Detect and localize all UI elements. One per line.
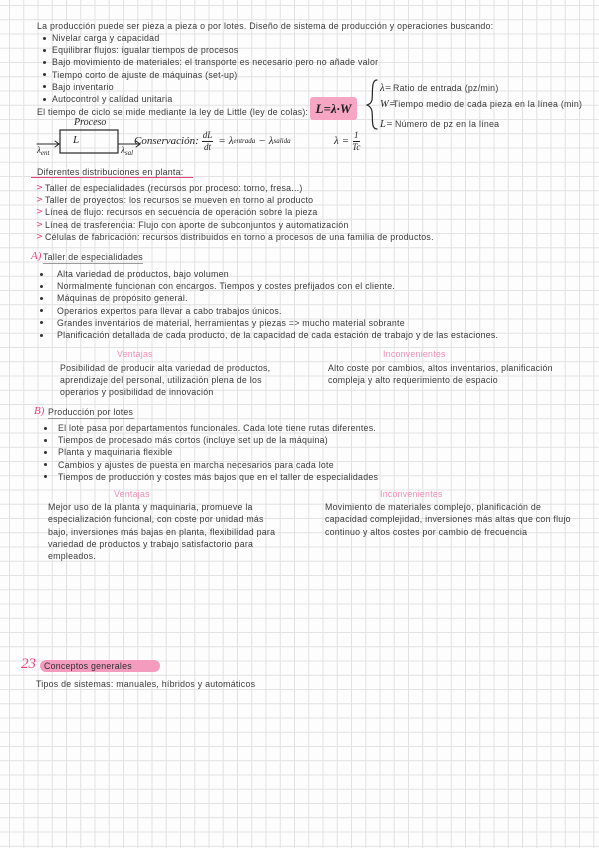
definition-symbol: λ= xyxy=(380,82,392,94)
list-item-text: Taller de especialidades (recursos por proceso: torno, fresa...) xyxy=(45,183,303,193)
list-item xyxy=(41,471,378,483)
derivative-fraction xyxy=(202,131,214,152)
layouts-heading: Diferentes distribuciones en planta: xyxy=(37,167,184,177)
list-item-text: Taller de proyectos: los recursos se mueven en torno al producto xyxy=(45,195,314,206)
list-item xyxy=(37,56,378,68)
list-item xyxy=(37,44,378,56)
list-item-text: Cambios y ajustes de puesta en marcha necesarios para cada lote xyxy=(58,459,334,470)
bullet-dot xyxy=(43,73,46,76)
definition-row xyxy=(380,97,582,111)
bullet-dot xyxy=(43,37,46,40)
list-marker: > xyxy=(36,219,44,230)
list-item xyxy=(36,219,434,231)
list-item xyxy=(41,422,378,434)
section-b-cons-title: Inconvenientes xyxy=(380,489,443,499)
section-b-label: B) xyxy=(34,405,45,417)
throughput-equation xyxy=(334,131,362,151)
intro-bullet-list xyxy=(37,32,378,105)
bullet-dot xyxy=(43,61,46,64)
list-item-text: Equilibrar flujos: igualar tiempos de procesos xyxy=(52,45,239,56)
bullet-dot xyxy=(44,451,47,454)
section-a-title: Taller de especialidades xyxy=(43,252,143,262)
list-item xyxy=(41,459,378,471)
output-rate-label xyxy=(121,145,133,159)
bullet-dot xyxy=(40,285,43,288)
list-item-text: Tiempos de procesado más cortos (incluye set up de la máquina) xyxy=(58,435,328,446)
bullet-dot xyxy=(44,463,47,466)
list-item-text: Alta variedad de productos, bajo volumen xyxy=(57,269,229,279)
definition-row xyxy=(380,117,499,131)
throughput-symbol: λ xyxy=(334,135,339,147)
process-box xyxy=(60,130,118,153)
process-label: Proceso xyxy=(74,117,107,128)
list-item xyxy=(37,329,498,341)
bullet-dot xyxy=(43,85,46,88)
input-rate-symbol: λ xyxy=(37,145,41,155)
list-item-text: El lote pasa por departamentos funcionales. Cada lote tiene rutas diferentes. xyxy=(58,423,377,433)
definition-symbol: W= xyxy=(380,98,396,110)
list-item-text: Operarios expertos para llevar a cabo trabajos únicos. xyxy=(57,305,282,316)
bullet-dot xyxy=(40,273,43,276)
conservation-label: Conservación: xyxy=(134,135,199,147)
list-item xyxy=(41,434,378,446)
equals-sign: = xyxy=(341,135,350,147)
section-a-bullet-list xyxy=(37,268,498,341)
little-law-text: El tiempo de ciclo se mide mediante la ley de Little (ley de colas): xyxy=(37,107,309,117)
section-a-cons-text: Alto coste por cambios, altos inventarios, planificación compleja y alto requerimiento de espacio xyxy=(328,363,553,386)
bullet-dot xyxy=(43,98,46,101)
list-item-text: Tiempos de producción y costes más bajos que en el taller de especialidades xyxy=(58,471,379,482)
bullet-dot xyxy=(40,297,43,300)
definition-text: Número de pz en la línea xyxy=(395,119,500,129)
input-rate-subscript: entrada xyxy=(233,137,256,145)
section-23-text: Tipos de sistemas: manuales, híbridos y automáticos xyxy=(36,679,256,689)
section-b-pros-text: Mejor uso de la planta y maquinaria, promueve la especialización funcional, con coste por unidad más bajo, inversiones más bajas en planta, flexibilidad para variedad de productos y trabajo satisfactorio para empleados. xyxy=(48,502,276,562)
list-item xyxy=(36,194,434,206)
list-item xyxy=(37,305,498,317)
throughput-fraction xyxy=(352,131,360,152)
output-rate-symbol: λ xyxy=(268,135,274,147)
list-item-text: Células de fabricación: recursos distribuidos en torno a procesos de una familia de productos. xyxy=(45,231,434,242)
section-title-highlight: Conceptos generales xyxy=(40,660,160,672)
list-item xyxy=(36,182,434,194)
list-item-text: Línea de trasferencia: Flujo con aporte de subconjuntos y automatización xyxy=(45,219,349,230)
little-law-formula: L=λ·W xyxy=(310,97,357,120)
list-item xyxy=(37,280,498,292)
input-rate-subscript: ent xyxy=(40,149,50,157)
list-item xyxy=(36,231,434,243)
bullet-dot xyxy=(40,321,43,324)
derivative-denominator: dt xyxy=(204,141,212,152)
throughput-denominator: Tc xyxy=(352,141,361,152)
input-rate-label xyxy=(37,145,49,159)
section-a-cons-title: Inconvenientes xyxy=(383,349,446,359)
list-item-text: Autocontrol y calidad unitaria xyxy=(52,93,173,104)
definition-row xyxy=(380,81,499,95)
list-item-text: Planificación detallada de cada producto, de la capacidad de cada estación de trabajo y de las estaciones. xyxy=(57,329,499,340)
list-item xyxy=(37,69,378,81)
layouts-list xyxy=(36,182,434,243)
throughput-numerator: 1 xyxy=(354,129,359,140)
bullet-dot xyxy=(44,427,47,430)
section-b-title: Producción por lotes xyxy=(48,407,134,417)
list-item xyxy=(41,446,378,458)
list-item-text: Máquinas de propósito general. xyxy=(57,293,188,304)
output-rate-subscript: salida xyxy=(273,137,291,145)
section-b-cons-text: Movimiento de materiales complejo, planificación de capacidad complejidad, inversiones más altas que con flujo continuo y altos costes por cambio de frecuencia xyxy=(325,502,571,537)
equals-sign: = xyxy=(218,135,226,147)
bullet-dot xyxy=(40,309,43,312)
list-marker: > xyxy=(36,231,44,242)
list-marker: > xyxy=(36,195,44,206)
minus-sign: − xyxy=(258,135,266,147)
list-item-text: Línea de flujo: recursos en secuencia de operación sobre la pieza xyxy=(45,207,318,218)
bullet-dot xyxy=(44,475,47,478)
list-item-text: Tiempo corto de ajuste de máquinas (set-up) xyxy=(52,69,238,80)
list-item xyxy=(37,317,498,329)
definition-symbol: L= xyxy=(380,118,393,130)
definition-text: Ratio de entrada (pz/min) xyxy=(393,83,499,93)
section-a-label: A) xyxy=(31,250,42,262)
list-item xyxy=(37,268,498,280)
list-item-text: Normalmente funcionan con encargos. Tiempos y costes prefijados con el cliente. xyxy=(57,281,396,292)
list-item-text: Grandes inventarios de material, herramientas y piezas => mucho material sobrante xyxy=(57,317,405,328)
list-item xyxy=(37,32,378,44)
intro-text: La producción puede ser pieza a pieza o por lotes. Diseño de sistema de producción y operaciones buscando: xyxy=(37,21,494,31)
section-b-bullet-list xyxy=(41,422,378,483)
list-marker: > xyxy=(36,183,44,193)
bullet-dot xyxy=(40,334,43,337)
conservation-equation xyxy=(134,131,291,151)
list-item-text: Nivelar carga y capacidad xyxy=(52,33,160,43)
list-item xyxy=(36,206,434,218)
list-item xyxy=(37,81,378,93)
list-marker: > xyxy=(36,207,44,218)
section-number: 23 xyxy=(21,656,36,672)
list-item-text: Planta y maquinaria flexible xyxy=(58,447,173,458)
derivative-numerator: dL xyxy=(202,129,213,140)
output-rate-subscript: sal xyxy=(124,149,134,157)
bullet-dot xyxy=(43,49,46,52)
list-item xyxy=(37,292,498,304)
section-a-pros-title: Ventajas xyxy=(117,349,153,359)
bullet-dot xyxy=(44,439,47,442)
section-a-pros-text: Posibilidad de producir alta variedad de productos, aprendizaje del personal, utilización plena de los operarios y posibilidad de innovación xyxy=(60,363,271,398)
input-rate-symbol: λ xyxy=(228,135,234,147)
output-rate-symbol: λ xyxy=(121,145,125,155)
process-box-label: L xyxy=(73,134,80,146)
list-item-text: Bajo inventario xyxy=(52,81,114,92)
definition-text: Tiempo medio de cada pieza en la línea (min) xyxy=(393,99,583,109)
section-b-pros-title: Ventajas xyxy=(114,489,150,499)
list-item-text: Bajo movimiento de materiales: el transporte es necesario pero no añade valor xyxy=(52,57,379,68)
